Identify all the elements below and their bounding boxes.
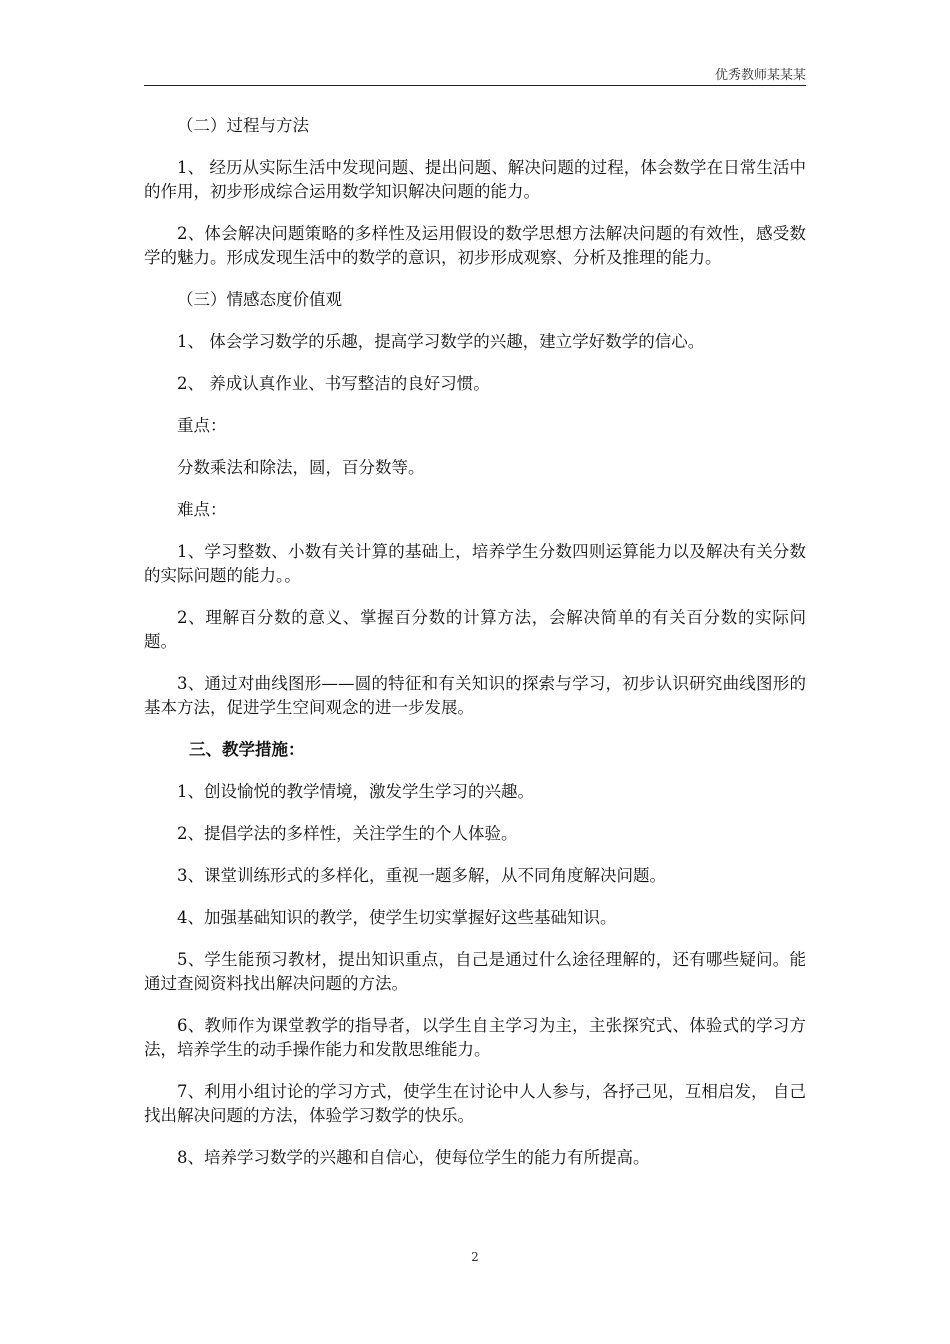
paragraph: 3、课堂训练形式的多样化，重视一题多解，从不同角度解决问题。	[177, 866, 666, 885]
paragraph: 8、培养学习数学的兴趣和自信心，使每位学生的能力有所提高。	[177, 1148, 650, 1167]
paragraph: 4、加强基础知识的教学，使学生切实掌握好这些基础知识。	[177, 908, 617, 927]
paragraph: 2、提倡学法的多样性，关注学生的个人体验。	[177, 824, 518, 843]
paragraph: 2、理解百分数的意义、掌握百分数的计算方法，会解决简单的有关百分数的实际问题。	[144, 608, 806, 651]
document-body	[144, 114, 806, 1188]
paragraph: 2、体会解决问题策略的多样性及运用假设的数学思想方法解决问题的有效性，感受数学的魅力。形成发现生活中的数学的意识，初步形成观察、分析及推理的能力。	[144, 224, 806, 267]
page-number: 2	[471, 1250, 479, 1264]
paragraph: 7、利用小组讨论的学习方式，使学生在讨论中人人参与，各抒己见，互相启发， 自己找出解决问题的方法，体验学习数学的快乐。	[144, 1082, 806, 1125]
paragraph: 难点：	[177, 500, 227, 519]
paragraph: 1、学习整数、小数有关计算的基础上，培养学生分数四则运算能力以及解决有关分数的实际问题的能力。。	[144, 542, 806, 585]
paragraph: 分数乘法和除法，圆，百分数等。	[177, 458, 425, 477]
paragraph: （二）过程与方法	[177, 116, 309, 135]
paragraph: 6、教师作为课堂教学的指导者，以学生自主学习为主，主张探究式、体验式的学习方法，培养学生的动手操作能力和发散思维能力。	[144, 1016, 806, 1059]
paragraph: （三）情感态度价值观	[177, 290, 342, 309]
page-header-author: 优秀教师某某某	[714, 68, 806, 83]
paragraph: 1、 经历从实际生活中发现问题、提出问题、解决问题的过程，体会数学在日常生活中的作用，初步形成综合运用数学知识解决问题的能力。	[144, 158, 806, 201]
paragraph: 1、创设愉悦的教学情境，激发学生学习的兴趣。	[177, 782, 534, 801]
paragraph: 1、 体会学习数学的乐趣，提高学习数学的兴趣，建立学好数学的信心。	[177, 332, 705, 351]
header-divider	[144, 85, 806, 86]
paragraph: 重点：	[177, 416, 227, 435]
paragraph: 2、 养成认真作业、书写整洁的良好习惯。	[177, 374, 490, 393]
paragraph: 5、学生能预习教材，提出知识重点，自己是通过什么途径理解的，还有哪些疑问。能通过查阅资料找出解决问题的方法。	[144, 950, 806, 993]
section-heading: 三、教学措施：	[189, 740, 305, 759]
paragraph: 3、通过对曲线图形——圆的特征和有关知识的探索与学习，初步认识研究曲线图形的基本方法，促进学生空间观念的进一步发展。	[144, 674, 806, 717]
